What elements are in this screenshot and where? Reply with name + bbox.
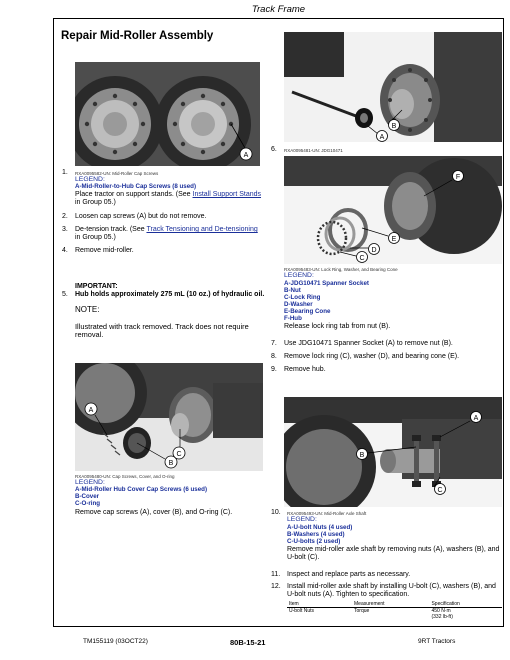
spec-measurement: Torque <box>354 608 370 614</box>
step-number: 10. <box>271 509 281 516</box>
fig4-caption: RXA0095483-UN: Lock Ring, Washer, and Bearing Cone <box>284 267 398 272</box>
spec-header-measurement: Measurement <box>354 601 385 607</box>
figure-spanner-socket <box>284 32 502 142</box>
step-number: 4. <box>62 247 68 254</box>
step6-text: Remove cap screws (A), cover (B), and O-ring (C). <box>75 509 233 516</box>
note-text: Illustrated with track removed. Track does not require removal. <box>75 322 249 340</box>
step2-text: Loosen cap screws (A) but do not remove. <box>75 213 207 220</box>
step12-text: Install mid-roller axle shaft by installing U-bolt (C), washers (B), and U-bolt nuts (A). Tighten to specification. <box>287 583 496 599</box>
roller-illustration <box>75 62 260 166</box>
fig2-legend-title: LEGEND: <box>75 479 105 486</box>
spec-header-specification: Specification <box>431 601 460 607</box>
step-number: 2. <box>62 213 68 220</box>
fig2-legend-item: A-Mid-Roller Hub Cover Cap Screws (6 used) <box>75 486 208 493</box>
step8-text: Remove lock ring (C), washer (D), and bearing cone (E). <box>284 353 460 360</box>
step7a-text: Release lock ring tab from nut (B). <box>284 323 391 330</box>
fig1-legend-title: LEGEND: <box>75 176 105 183</box>
step-number: 6. <box>271 146 277 153</box>
step-number: 11. <box>271 571 281 578</box>
fig5-label-a: A <box>473 415 479 422</box>
page-header <box>53 2 504 19</box>
step7-text: Use JDG10471 Spanner Socket (A) to remove nut (B). <box>284 340 453 347</box>
section-title: Repair Mid-Roller Assembly <box>61 30 214 42</box>
hub-cover-illustration <box>75 363 263 471</box>
spec-table <box>287 601 502 620</box>
fig2-label-b: B <box>168 460 174 467</box>
fig3-caption: RXA0095481-UN: JDG10471 <box>284 148 343 153</box>
footer-page-number: 80B-15-21 <box>230 638 266 647</box>
fig2-label-a: A <box>88 407 94 414</box>
fig1-legend-item: A-Mid-Roller-to-Hub Cap Screws (8 used) <box>75 183 197 190</box>
fig1-label-a: A <box>243 152 249 159</box>
fig5-label-c: C <box>437 487 443 494</box>
step-number: 12. <box>271 583 281 590</box>
fig4-label-d: D <box>371 247 377 254</box>
step-number: 1. <box>62 169 68 176</box>
fig4-legend-item: F-Hub <box>284 315 302 322</box>
fig5-legend-item: B-Washers (4 used) <box>287 531 345 538</box>
fig1-caption: RXA0095582-UN: Mid-Roller Cap Screws <box>75 171 159 176</box>
figure-mid-roller-cap-screws <box>75 62 260 166</box>
figure-lock-ring-washer <box>284 156 502 264</box>
spec-value: 450 N·m (332 lb-ft) <box>431 608 453 620</box>
link-install-support-stands[interactable]: Install Support Stands <box>192 191 262 198</box>
fig3-label-b: B <box>391 123 397 130</box>
step11-text: Inspect and replace parts as necessary. <box>287 571 411 578</box>
link-track-tensioning[interactable]: Track Tensioning and De-tensioning <box>146 226 258 233</box>
fig4-legend-item: B-Nut <box>284 287 301 294</box>
step-number: 8. <box>271 353 277 360</box>
step4-text: Remove mid-roller. <box>75 247 134 254</box>
important-label: IMPORTANT: <box>75 283 118 290</box>
step10-text: Remove mid-roller axle shaft by removing nuts (A), washers (B), and U-bolt (C). <box>287 546 500 562</box>
spanner-illustration <box>284 32 502 142</box>
footer-right: 9RT Tractors <box>418 638 456 645</box>
fig4-label-e: E <box>391 236 397 243</box>
fig5-caption: RXA0095493-UN: Mid-Roller Axle Shaft <box>287 511 367 516</box>
figure-hub-cover <box>75 363 263 471</box>
fig4-label-c: C <box>359 255 365 262</box>
note-label: NOTE: <box>75 305 100 314</box>
fig3-label-a: A <box>379 134 385 141</box>
fig5-label-b: B <box>359 452 365 459</box>
fig2-legend-item: B-Cover <box>75 493 100 500</box>
step-number: 9. <box>271 366 277 373</box>
fig5-legend-item: C-U-bolts (2 used) <box>287 538 341 545</box>
fig2-label-c: C <box>176 451 182 458</box>
important-text: Hub holds approximately 275 mL (10 oz.) of hydraulic oil. <box>75 291 265 298</box>
step9-text: Remove hub. <box>284 366 326 373</box>
fig2-caption: RXA0095480-UN: Cap Screws, Cover, and O-ring <box>75 474 175 479</box>
step-number: 3. <box>62 226 68 233</box>
spec-item: U-bolt Nuts <box>289 608 315 614</box>
fig4-legend-title: LEGEND: <box>284 272 314 279</box>
left-rule <box>53 18 54 626</box>
lock-ring-illustration <box>284 156 502 264</box>
header-title: Track Frame <box>251 4 306 15</box>
fig4-legend-item: E-Bearing Cone <box>284 308 331 315</box>
fig4-legend-item: A-JDG10471 Spanner Socket <box>284 280 369 287</box>
step3-text: De-tension track. (See Track Tensioning and De-tensioning in Group 05.) <box>75 226 258 242</box>
fig5-legend-title: LEGEND: <box>287 516 317 523</box>
fig4-legend-item: C-Lock Ring <box>284 294 321 301</box>
figure-axle-shaft <box>284 397 502 507</box>
step-number: 5. <box>62 291 68 298</box>
spec-header-item: Item <box>289 601 299 607</box>
axle-shaft-illustration <box>284 397 502 507</box>
step1-text: Place tractor on support stands. (See Install Support Stands in Group 05.) <box>75 191 262 207</box>
right-rule <box>503 18 504 626</box>
step-number: 7. <box>271 340 277 347</box>
footer-left: TM155119 (03OCT22) <box>83 638 148 645</box>
footer-rule <box>53 626 504 627</box>
fig2-legend-item: C-O-ring <box>75 500 101 507</box>
fig5-legend-item: A-U-bolt Nuts (4 used) <box>287 524 353 531</box>
fig4-label-f: F <box>455 174 461 181</box>
spec-row <box>287 608 502 621</box>
fig4-legend-item: D-Washer <box>284 301 313 308</box>
